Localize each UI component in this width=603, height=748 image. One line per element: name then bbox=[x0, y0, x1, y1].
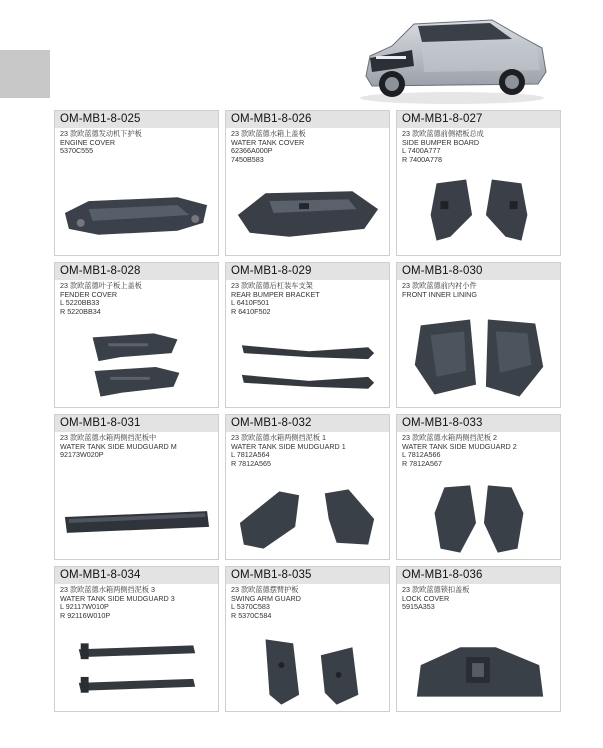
catalog-card bbox=[54, 414, 219, 560]
part-name-en: FRONT INNER LINING bbox=[402, 289, 477, 299]
part-number: R 5220BB34 bbox=[60, 306, 101, 316]
part-code: OM-MB1-8-032 bbox=[226, 415, 389, 432]
part-name-en: SIDE BUMPER BOARD bbox=[402, 137, 480, 147]
part-name-cn: 23 款欧蓝德水箱两侧挡泥板 3 bbox=[60, 585, 156, 594]
part-name-cn: 23 款欧蓝德水箱两侧挡泥板 1 bbox=[231, 433, 327, 442]
lock-cover-image bbox=[401, 635, 556, 707]
engine-cover-image bbox=[59, 179, 214, 251]
part-code: OM-MB1-8-036 bbox=[397, 567, 560, 584]
part-code: OM-MB1-8-034 bbox=[55, 567, 218, 584]
part-name-cn: 23 款欧蓝德发动机下护板 bbox=[60, 129, 142, 138]
part-code: OM-MB1-8-025 bbox=[55, 111, 218, 128]
fender-cover-image bbox=[59, 331, 214, 403]
suv-car-image bbox=[352, 6, 552, 106]
part-number: 7450B583 bbox=[231, 154, 264, 164]
catalog-card bbox=[396, 414, 561, 560]
part-number: 92173W020P bbox=[60, 450, 104, 460]
part-number: R 92116W010P bbox=[60, 610, 111, 620]
part-code: OM-MB1-8-031 bbox=[55, 415, 218, 432]
part-name-cn: 23 款欧蓝德后杠装车支架 bbox=[231, 281, 313, 290]
part-code: OM-MB1-8-028 bbox=[55, 263, 218, 280]
catalog-card bbox=[54, 110, 219, 256]
part-number: R 5370C584 bbox=[231, 610, 272, 620]
catalog-card bbox=[396, 566, 561, 712]
part-number: 5370C555 bbox=[60, 146, 94, 156]
catalog-card bbox=[225, 414, 390, 560]
catalog-card bbox=[54, 262, 219, 408]
part-number: L 7812A566 bbox=[402, 450, 441, 460]
rear-bumper-bracket-image bbox=[230, 331, 385, 403]
part-code: OM-MB1-8-027 bbox=[397, 111, 560, 128]
part-name-en: WATER TANK SIDE MUDGUARD M bbox=[60, 441, 177, 451]
part-name-cn: 23 款欧蓝德摆臂护板 bbox=[231, 585, 299, 594]
front-inner-lining-image bbox=[401, 315, 556, 403]
part-name-en: WATER TANK SIDE MUDGUARD 1 bbox=[231, 441, 346, 451]
part-number: R 7812A567 bbox=[402, 458, 442, 468]
part-number: L 7812A564 bbox=[231, 450, 270, 460]
catalog-card bbox=[225, 262, 390, 408]
part-name-cn: 23 款欧蓝德水箱两侧挡泥板中 bbox=[60, 433, 157, 442]
part-number: L 92117W010P bbox=[60, 602, 109, 612]
part-name-cn: 23 款欧蓝德锁扣盖板 bbox=[402, 585, 470, 594]
part-number: 62366A000P bbox=[231, 146, 273, 156]
part-name-cn: 23 款欧蓝德水箱上盖板 bbox=[231, 129, 306, 138]
part-code: OM-MB1-8-033 bbox=[397, 415, 560, 432]
part-name-cn: 23 款欧蓝德前侧裙板总成 bbox=[402, 129, 484, 138]
part-name-en: WATER TANK COVER bbox=[231, 137, 305, 147]
part-name-en: SWING ARM GUARD bbox=[231, 593, 301, 603]
part-name-cn: 23 款欧蓝德前内衬小件 bbox=[402, 281, 477, 290]
part-name-en: FENDER COVER bbox=[60, 289, 118, 299]
part-name-en: ENGINE COVER bbox=[60, 137, 116, 147]
part-number: 5915A353 bbox=[402, 602, 435, 612]
part-code: OM-MB1-8-026 bbox=[226, 111, 389, 128]
part-number: L 5220BB33 bbox=[60, 298, 100, 308]
part-code: OM-MB1-8-030 bbox=[397, 263, 560, 280]
part-number: L 7400A777 bbox=[402, 146, 441, 156]
part-code: OM-MB1-8-029 bbox=[226, 263, 389, 280]
part-name-en: WATER TANK SIDE MUDGUARD 2 bbox=[402, 441, 517, 451]
swing-arm-guard-image bbox=[230, 635, 385, 707]
catalog-card bbox=[54, 566, 219, 712]
part-code: OM-MB1-8-035 bbox=[226, 567, 389, 584]
side-bumper-board-image bbox=[401, 179, 556, 251]
part-number: R 7812A565 bbox=[231, 458, 271, 468]
mudguard-m-image bbox=[59, 483, 214, 555]
part-number: R 6410F502 bbox=[231, 306, 271, 316]
mudguard-1-image bbox=[230, 483, 385, 555]
part-number: R 7400A778 bbox=[402, 154, 442, 164]
parts-catalog-grid bbox=[54, 110, 562, 738]
catalog-card bbox=[225, 110, 390, 256]
part-number: L 5370C583 bbox=[231, 602, 270, 612]
part-name-en: REAR BUMPER BRACKET bbox=[231, 289, 320, 299]
part-name-cn: 23 款欧蓝德水箱两侧挡泥板 2 bbox=[402, 433, 498, 442]
catalog-card bbox=[396, 110, 561, 256]
part-number: L 6410F501 bbox=[231, 298, 270, 308]
part-name-cn: 23 款欧蓝德叶子板上盖板 bbox=[60, 281, 142, 290]
water-tank-cover-image bbox=[230, 179, 385, 251]
mudguard-2-image bbox=[401, 483, 556, 555]
part-name-en: WATER TANK SIDE MUDGUARD 3 bbox=[60, 593, 175, 603]
mudguard-3-image bbox=[59, 635, 214, 707]
part-name-en: LOCK COVER bbox=[402, 593, 450, 603]
catalog-card bbox=[225, 566, 390, 712]
catalog-card bbox=[396, 262, 561, 408]
corner-tab-block bbox=[0, 50, 50, 98]
